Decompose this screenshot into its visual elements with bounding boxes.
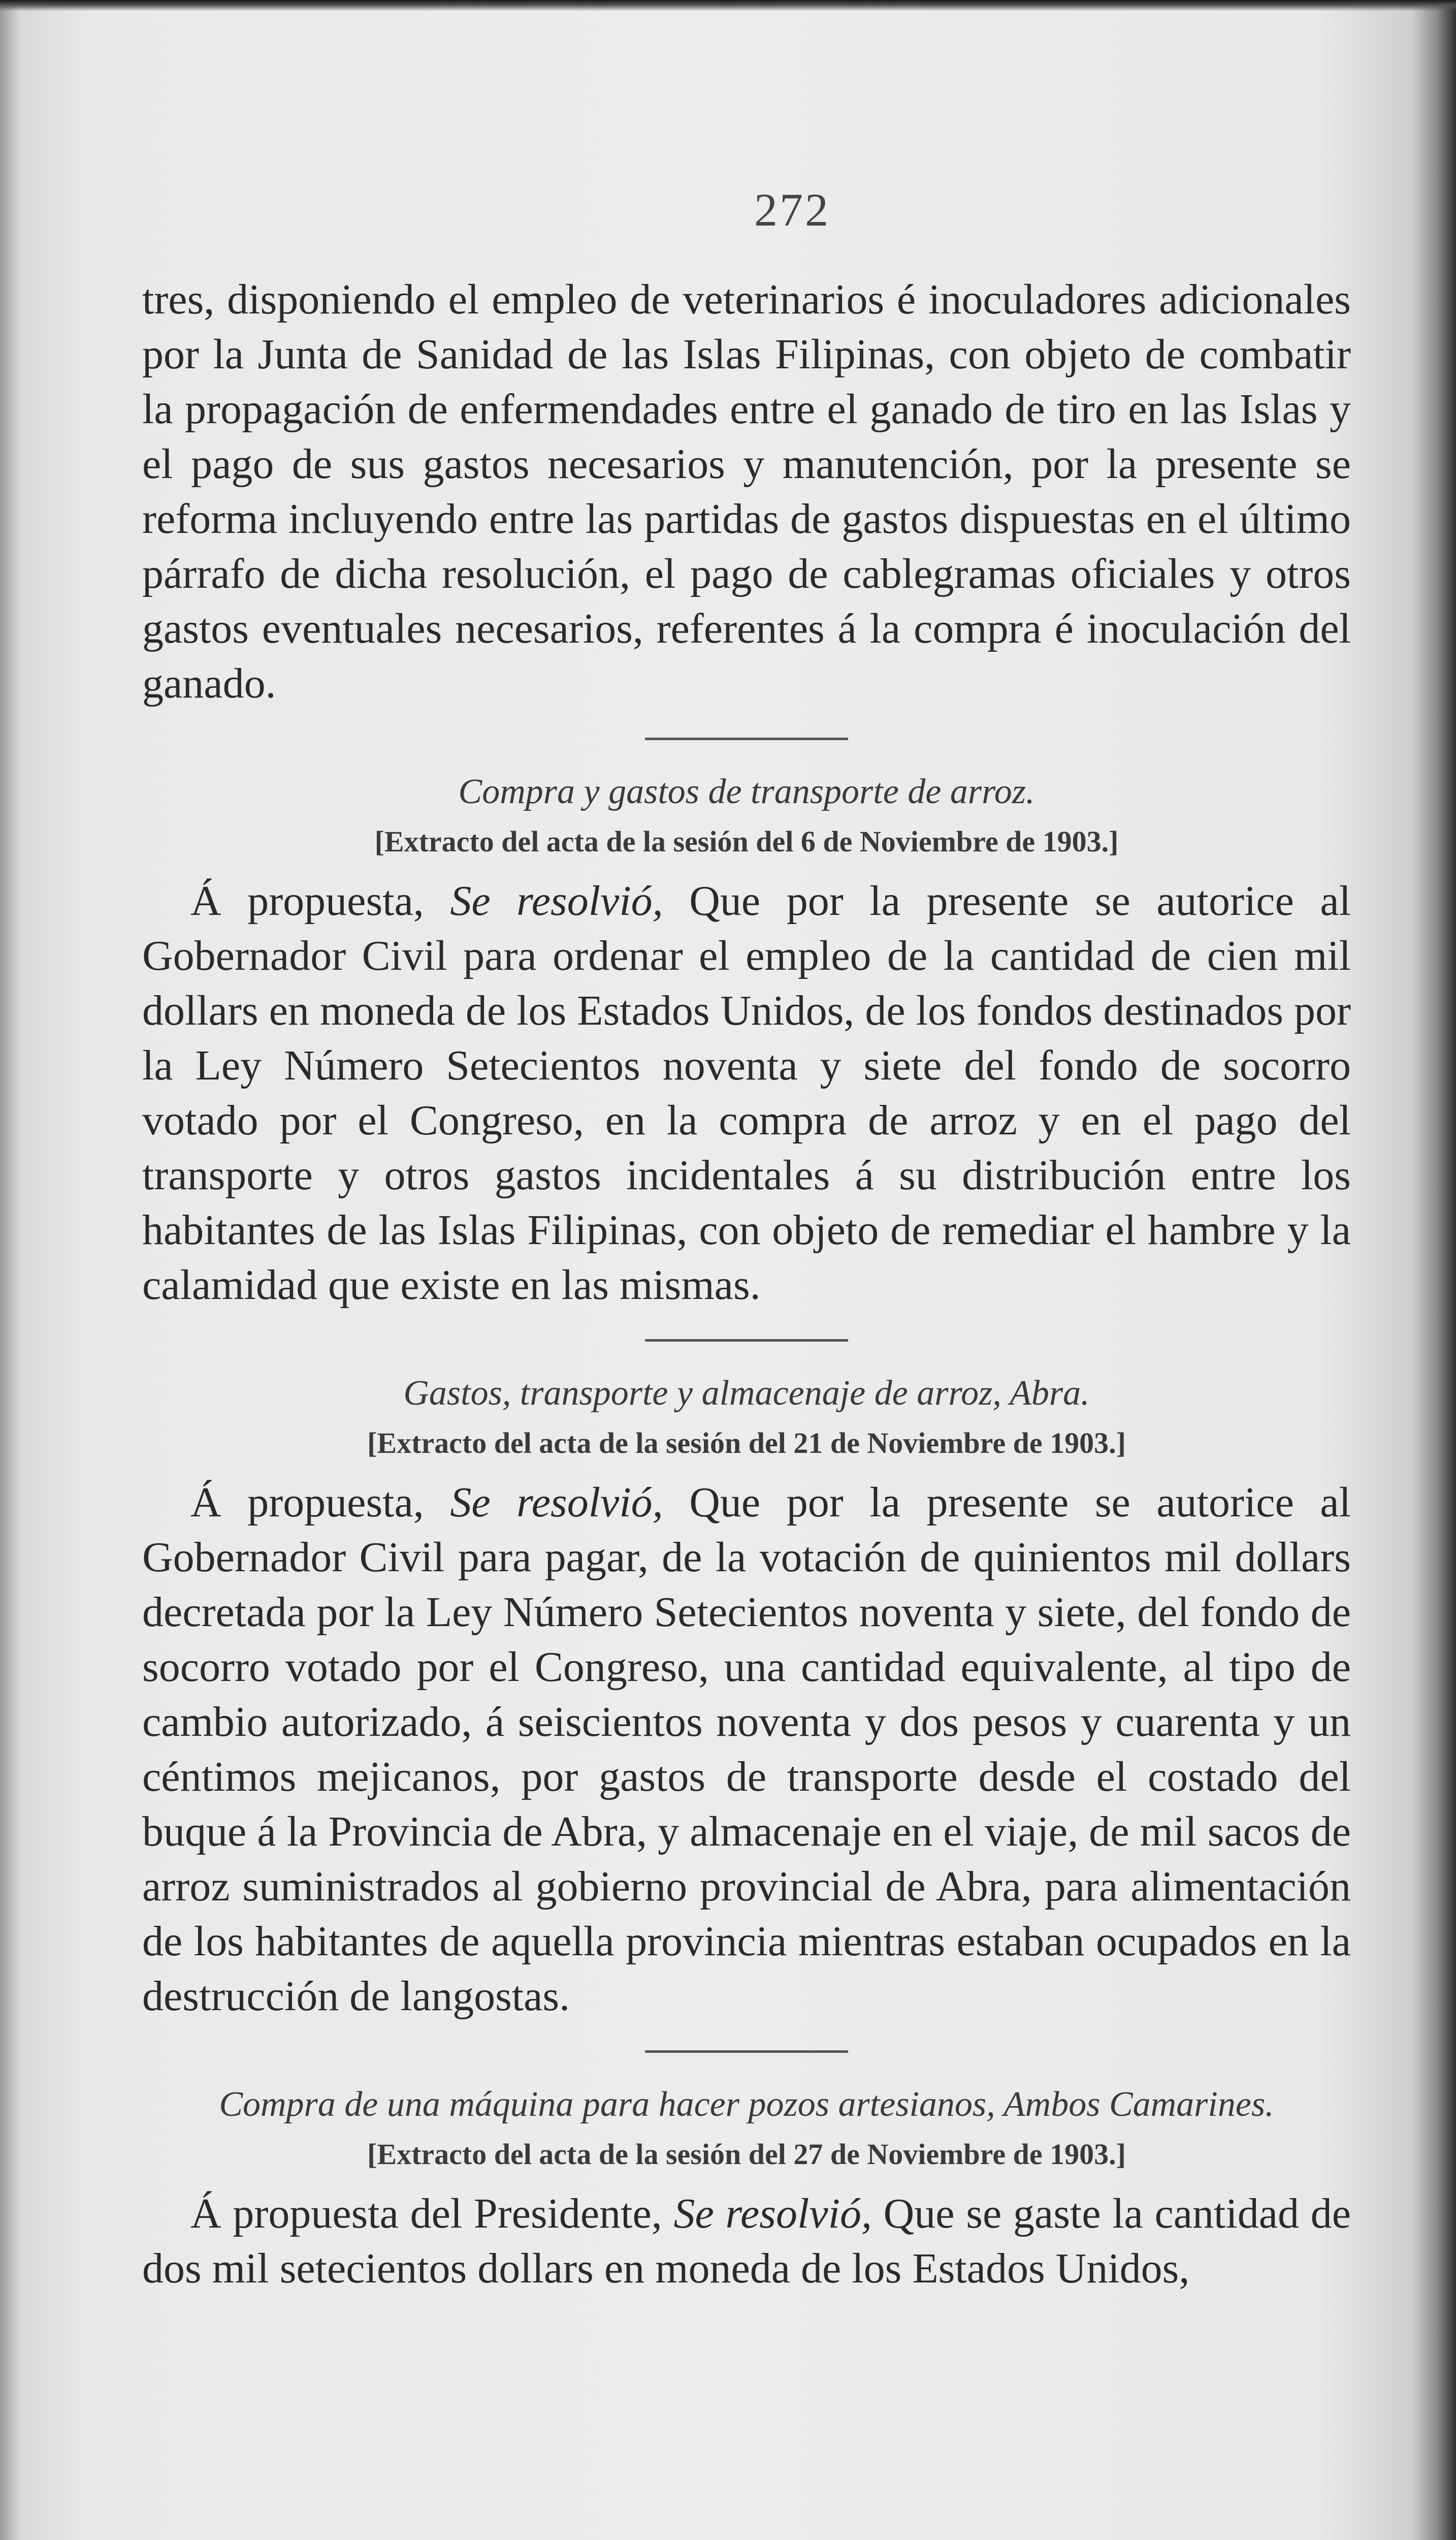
- page-number: 272: [754, 184, 830, 236]
- section-paragraph: [142, 1475, 1351, 2024]
- section-divider: [645, 738, 848, 740]
- section-paragraph: [142, 2186, 1351, 2296]
- paragraph-lead: Á propuesta,: [190, 877, 424, 925]
- resolved-phrase: Se resolvió,: [450, 877, 663, 925]
- section-heading: Gastos, transporte y almacenaje de arroz, Abra.: [403, 1374, 1090, 1413]
- section-extract-note: [Extracto del acta de la sesión del 27 de Noviembre de 1903.]: [367, 2138, 1126, 2171]
- paragraph-body: Que se gaste la cantidad de dos mil setecientos dollars en moneda de los Estados Unidos,: [142, 2190, 1351, 2292]
- section-heading: Compra y gastos de transporte de arroz.: [458, 772, 1035, 811]
- top-shadow-edge: [0, 0, 1456, 11]
- section-paragraph: [142, 874, 1351, 1313]
- paragraph-lead: Á propuesta del Presidente,: [190, 2190, 662, 2237]
- section-heading: Compra de una máquina para hacer pozos artesianos, Ambos Camarines.: [219, 2085, 1274, 2124]
- opening-paragraph: tres, disponiendo el empleo de veterinarios é inoculadores adicionales por la Junta de Sanidad de las Islas Filipinas, con objeto de combatir la propagación de enfermendades entre el ganado de tiro en las Islas y el pago de sus gastos necesarios y manutención, por la presente se reforma incluyendo entre las partidas de gastos dispuestas en el último párrafo de dicha resolución, el pago de cablegramas oficiales y otros gastos eventuales necesarios, referentes á la compra é inoculación del ganado.: [142, 276, 1351, 707]
- resolved-phrase: Se resolvió,: [673, 2190, 872, 2237]
- paragraph-body: Que por la presente se autorice al Gobernador Civil para pagar, de la votación de quinientos mil dollars decretada por la Ley Número Setecientos noventa y siete, del fondo de socorro votado por el Congreso, una cantidad equivalente, al tipo de cambio autorizado, á seiscientos noventa y dos pesos y cuarenta y un céntimos mejicanos, por gastos de transporte desde el costado del buque á la Provincia de Abra, y almacenaje en el viaje, de mil sacos de arroz suministrados al gobierno provincial de Abra, para alimentación de los habitantes de aquella provincia mientras estaban ocupados en la destrucción de langostas.: [142, 1479, 1351, 2020]
- section-extract-note: [Extracto del acta de la sesión del 6 de Noviembre de 1903.]: [374, 825, 1119, 858]
- resolved-phrase: Se resolvió,: [450, 1479, 663, 1526]
- section-divider: [645, 2050, 848, 2053]
- paragraph-body: Que por la presente se autorice al Gobernador Civil para ordenar el empleo de la cantidad de cien mil dollars en moneda de los Estados Unidos, de los fondos destinados por la Ley Número Setecientos noventa y siete del fondo de socorro votado por el Congreso, en la compra de arroz y en el pago del transporte y otros gastos incidentales á su distribución entre los habitantes de las Islas Filipinas, con objeto de remediar el hambre y la calamidad que existe en las mismas.: [142, 877, 1351, 1309]
- document-page: [142, 183, 1351, 2296]
- section-extract-note: [Extracto del acta de la sesión del 21 de Noviembre de 1903.]: [367, 1426, 1126, 1459]
- paragraph-lead: Á propuesta,: [190, 1479, 424, 1526]
- section-divider: [645, 1339, 848, 1342]
